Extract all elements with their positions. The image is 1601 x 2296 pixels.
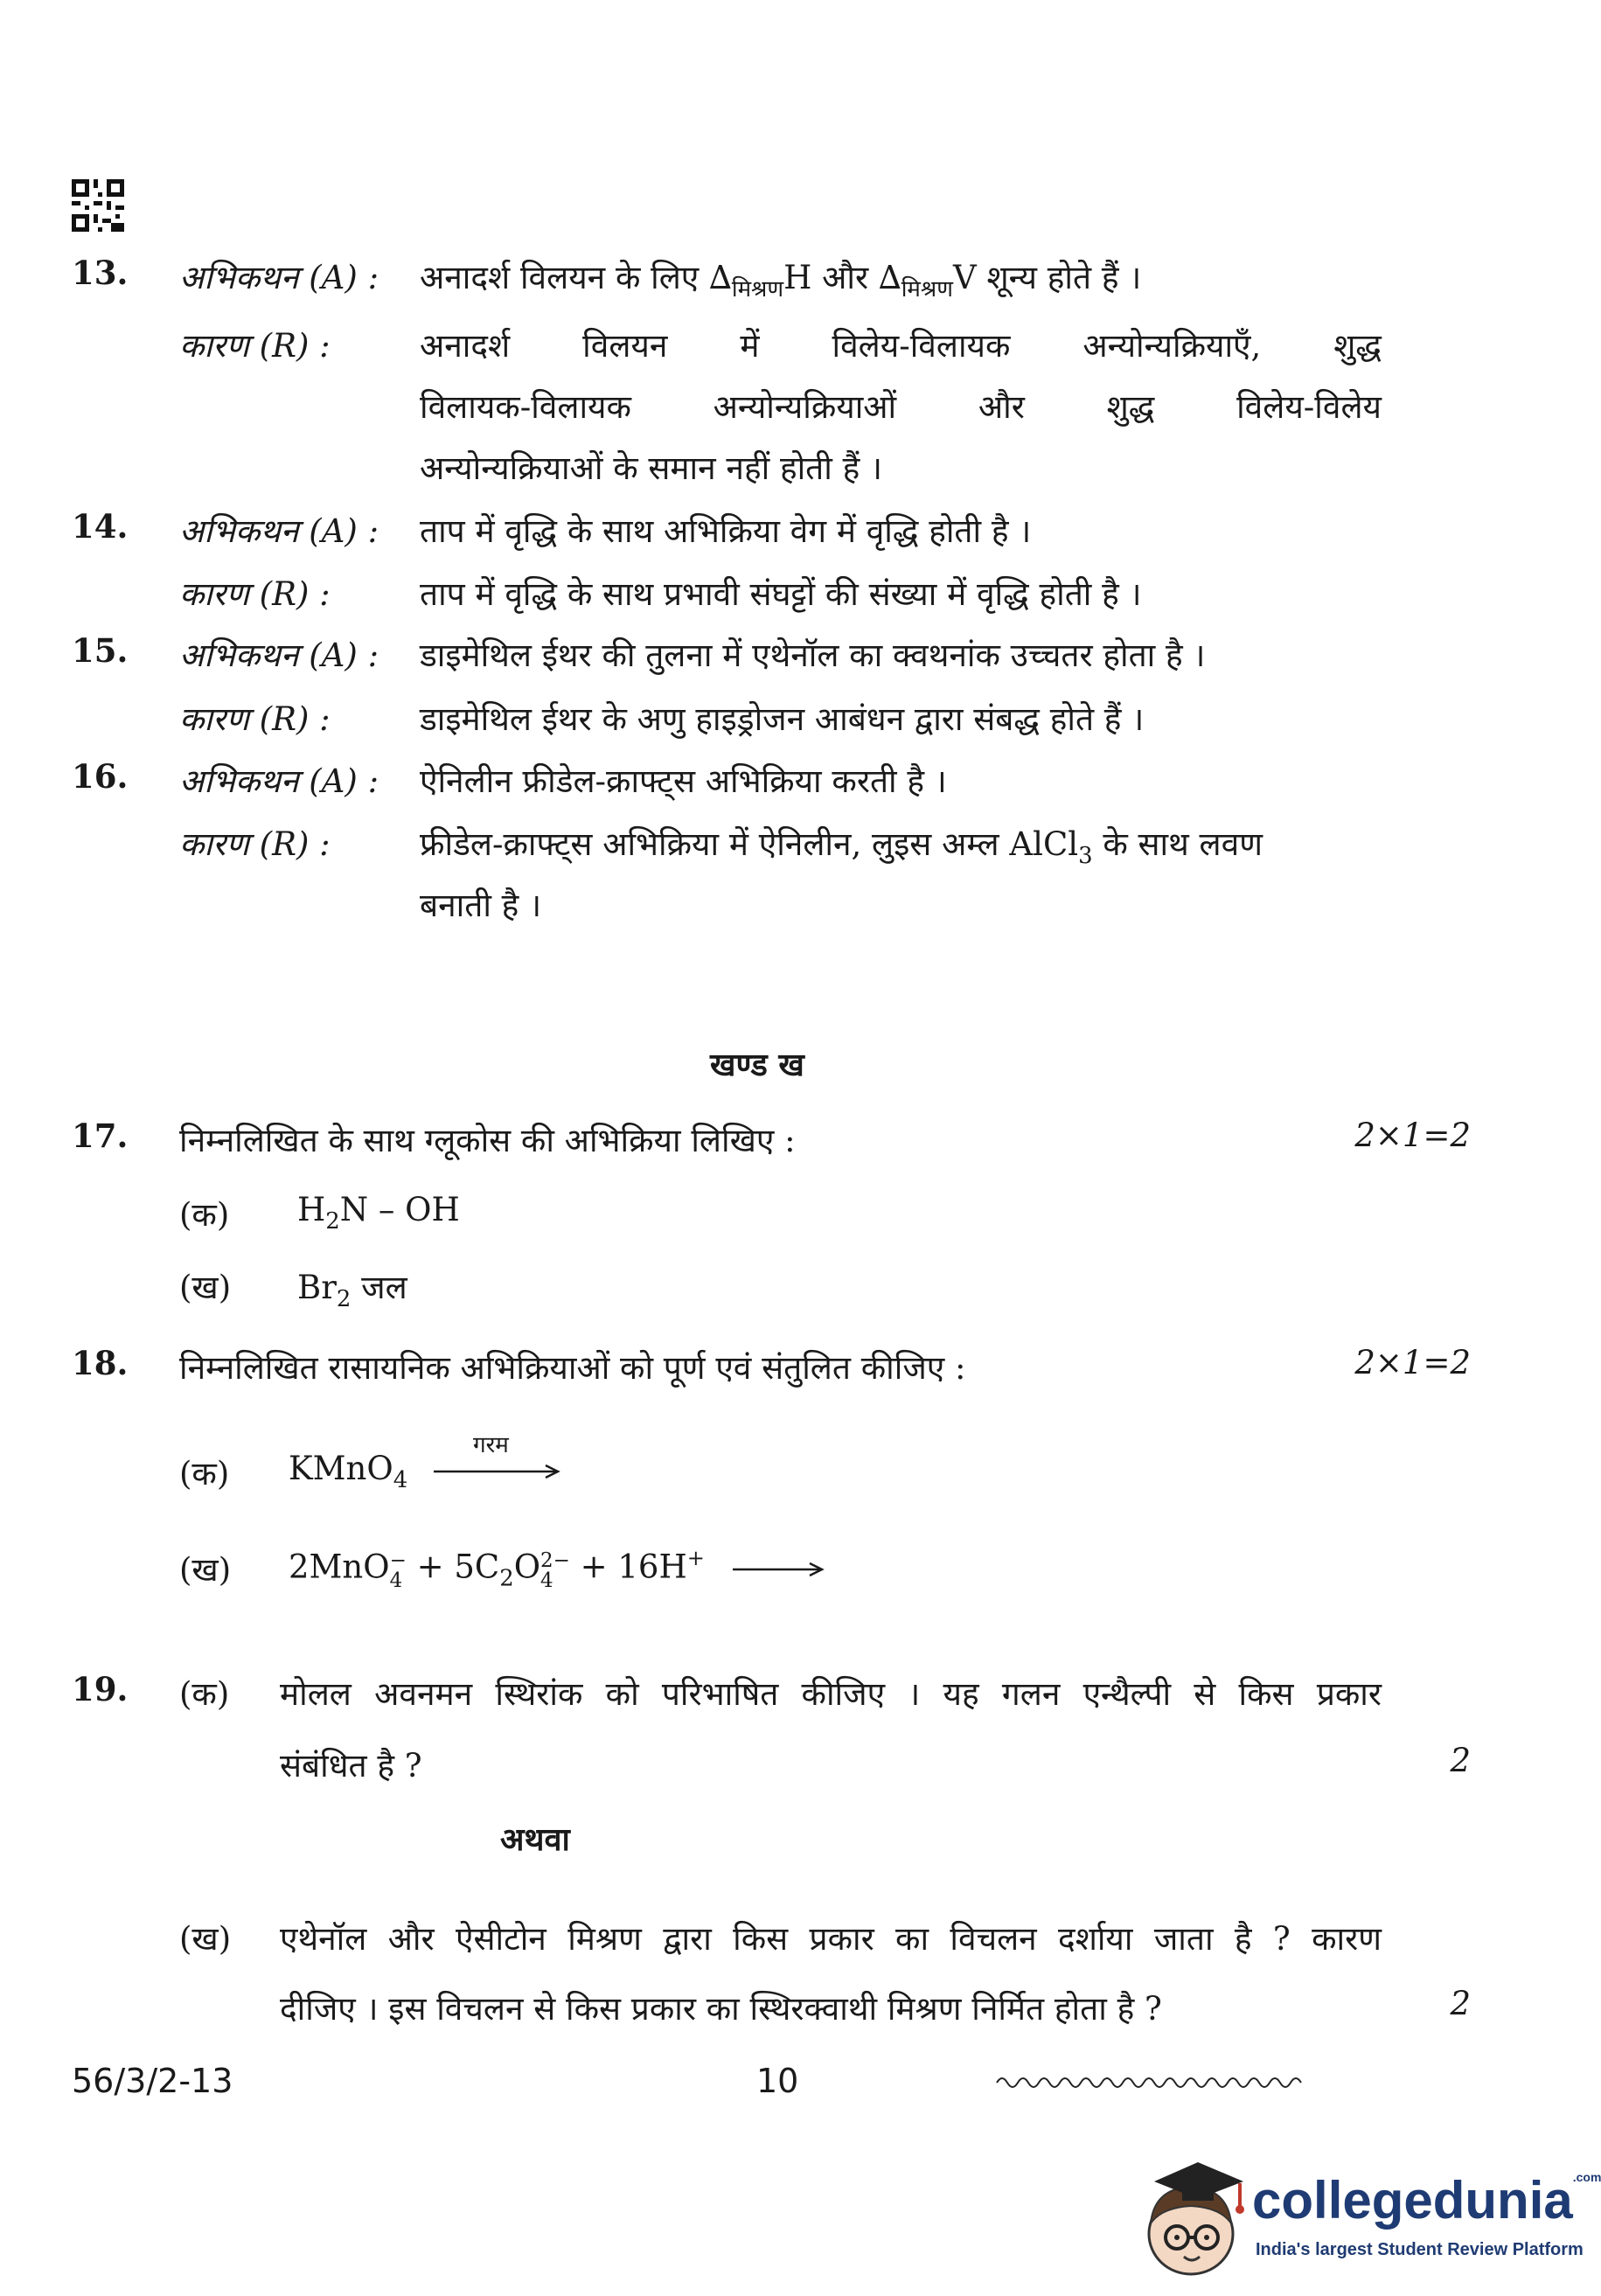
reason-label: कारण (R) : [179, 825, 331, 863]
assertion-label: अभिकथन (A) : [179, 512, 379, 550]
assertion-text: ऐनिलीन फ्रीडेल-क्राफ्ट्स अभिक्रिया करती है । [420, 762, 947, 800]
option-label: (ख) [179, 1920, 232, 1958]
question-text-line: एथेनॉल और ऐसीटोन मिश्रण द्वारा किस प्रकार का विचलन दर्शाया जाता है ? कारण [280, 1920, 1382, 1958]
reason-text-line: अनादर्श विलयन में विलेय-विलायक अन्योन्यक्रियाएँ, शुद्ध [420, 327, 1382, 365]
reason-label: कारण (R) : [179, 700, 331, 738]
reason-text-line: बनाती है । [420, 887, 542, 924]
question-number: 13. [72, 254, 129, 292]
reason-text-line: विलायक-विलायक अन्योन्यक्रियाओं और शुद्ध विलेय-विलेय [420, 388, 1382, 426]
reaction-equation: 2MnO − 4 + $5C_2O$ 2− 4 + 16H+ [289, 1546, 829, 1591]
question-marks: 2 [1450, 1985, 1471, 2022]
question-text-line: संबंधित है ? [280, 1747, 422, 1785]
brand-tagline: India's largest Student Review Platform [1256, 2240, 1584, 2259]
qr-code-icon [72, 179, 124, 232]
brand-name: collegedunia$^{.com}$ [1252, 2170, 1601, 2230]
option-label: (ख) [179, 1551, 232, 1589]
paper-code: 56/3/2-13 [72, 2062, 233, 2100]
arrow-condition-label: गरम [472, 1431, 509, 1458]
section-heading: खण्ड ख [710, 1047, 804, 1083]
assertion-label: अभिकथन (A) : [179, 637, 379, 674]
question-number: 14. [72, 507, 129, 546]
reaction-equation: KMnO$_4$ गरम [289, 1450, 565, 1493]
assertion-text: डाइमेथिल ईथर की तुलना में एथेनॉल का क्वथनांक उच्चतर होता है । [420, 637, 1206, 674]
reaction-arrow-icon [434, 1431, 565, 1480]
question-marks: 2×1=2 [1354, 1117, 1471, 1154]
option-label: (ख) [179, 1269, 232, 1306]
question-text: निम्नलिखित रासायनिक अभिक्रियाओं को पूर्ण एवं संतुलित कीजिए : [179, 1349, 966, 1387]
question-text-line: दीजिए । इस विचलन से किस प्रकार का स्थिरक्वाथी मिश्रण निर्मित होता है ? [280, 1990, 1162, 2028]
assertion-label: अभिकथन (A) : [179, 762, 379, 800]
reason-label: कारण (R) : [179, 327, 331, 365]
option-label: (क) [179, 1455, 230, 1492]
assertion-text: ताप में वृद्धि के साथ अभिक्रिया वेग में वृद्धि होती है । [420, 512, 1032, 550]
reason-text-line: अन्योन्यक्रियाओं के समान नहीं होती हैं । [420, 449, 883, 487]
page-number: 10 [756, 2062, 799, 2100]
brand-tld: .com [1572, 2170, 1601, 2184]
question-text: निम्नलिखित के साथ ग्लूकोस की अभिक्रिया लिखिए : [179, 1122, 796, 1159]
assertion-text: अनादर्श विलयन के लिए $\Delta_{मिश्रण}H$ और $\Delta_{मिश्रण}V$ शून्य होते हैं । [420, 259, 1142, 303]
question-number: 17. [72, 1117, 129, 1155]
question-text-line: मोलल अवनमन स्थिरांक को परिभाषित कीजिए । यह गलन एन्थैल्पी से किस प्रकार [280, 1675, 1382, 1713]
reaction-arrow-icon [733, 1561, 829, 1578]
option-formula: $H_2N$ – OH [297, 1191, 460, 1235]
wavy-line-decoration [997, 2072, 1312, 2093]
option-formula: $Br_2$ जल [297, 1269, 407, 1313]
option-label: (क) [179, 1196, 230, 1234]
option-label: (क) [179, 1675, 230, 1713]
question-number: 19. [72, 1670, 129, 1708]
or-separator: अथवा [500, 1821, 570, 1858]
reason-text: ताप में वृद्धि के साथ प्रभावी संघट्टों की संख्या में वृद्धि होती है । [420, 575, 1142, 613]
reason-text-line: फ्रीडेल-क्राफ्ट्स अभिक्रिया में ऐनिलीन, लुइस अम्ल AlCl$_3$ के साथ लवण [420, 825, 1263, 870]
assertion-label: अभिकथन (A) : [179, 259, 379, 296]
question-marks: 2×1=2 [1354, 1344, 1471, 1381]
question-number: 16. [72, 757, 129, 796]
student-mascot-logo [1137, 2146, 1250, 2278]
question-marks: 2 [1450, 1742, 1471, 1779]
reason-text: डाइमेथिल ईथर के अणु हाइड्रोजन आबंधन द्वारा संबद्ध होते हैं । [420, 700, 1145, 738]
reason-label: कारण (R) : [179, 575, 331, 613]
question-number: 15. [72, 631, 129, 670]
question-number: 18. [72, 1344, 129, 1382]
